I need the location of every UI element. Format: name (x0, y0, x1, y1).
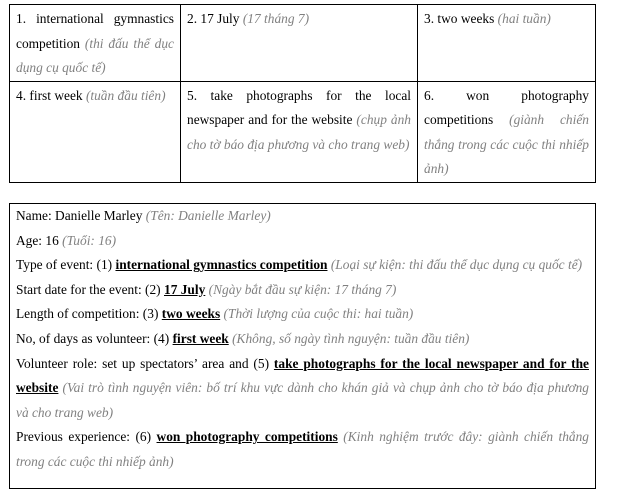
profile-label: Length of competition: (3) (16, 306, 159, 322)
answer-cell-3 (418, 5, 596, 82)
answer-english: international gymnastics competition (16, 11, 174, 51)
profile-length-line (16, 302, 589, 327)
profile-translation: (Loại sự kiện: thi đấu thể dục dụng cụ quốc tế) (330, 257, 583, 273)
profile-label: No, of days as volunteer: (4) (16, 330, 170, 346)
answer-vietnamese: (thi đấu thể dục dụng cụ quốc tế) (16, 35, 174, 75)
answer-cell-1 (10, 5, 181, 82)
answer-number: 6. (424, 87, 435, 103)
profile-answer: won photography competitions (156, 429, 338, 445)
answer-vietnamese: (17 tháng 7) (242, 11, 310, 26)
profile-answer: first week (172, 330, 229, 346)
profile-days-line (16, 327, 589, 352)
answer-number: 4. (16, 87, 27, 103)
profile-role-line (16, 352, 589, 426)
answers-row (10, 81, 596, 182)
answer-english: take photographs for the local newspaper and for the website (187, 87, 411, 127)
profile-translation: (Ngày bắt đầu sự kiện: 17 tháng 7) (208, 281, 397, 297)
profile-name-line (16, 204, 589, 229)
profile-label: Volunteer role: set up spectators’ area and (5) (16, 355, 270, 371)
answer-english: 17 July (200, 11, 240, 26)
answer-vietnamese: (chụp ảnh cho tờ báo địa phương và cho trang web) (187, 112, 411, 152)
answer-vietnamese: (giành chiến thắng trong các cuộc thi nhiếp ảnh) (424, 112, 589, 176)
answer-english: won photography competitions (424, 87, 589, 127)
profile-start-date-line (16, 278, 589, 303)
answer-number: 3. (424, 11, 435, 26)
profile-label: Previous experience: (6) (16, 429, 152, 445)
profile-translation: (Vai trò tình nguyện viên: bố trí khu vực dành cho khán giả và chụp ảnh cho tờ báo địa phương và cho trang web) (16, 380, 589, 420)
answer-number: 5. (187, 87, 198, 103)
profile-event-type-line (16, 253, 589, 278)
profile-label: Name: Danielle Marley (16, 208, 143, 223)
profile-answer: take photographs for the local newspaper and for the website (16, 355, 589, 396)
profile-answer: 17 July (164, 281, 206, 297)
answer-english: first week (29, 87, 83, 103)
profile-translation: (Không, số ngày tình nguyện: tuần đầu tiên) (232, 330, 470, 346)
answer-cell-4 (10, 81, 181, 182)
answers-row (10, 5, 596, 82)
profile-translation: (Tuổi: 16) (62, 232, 117, 248)
profile-answer: two weeks (161, 306, 221, 322)
profile-label: Age: 16 (16, 232, 59, 248)
profile-translation: (Thời lượng của cuộc thi: hai tuần) (223, 306, 414, 322)
answer-cell-5 (181, 81, 418, 182)
answer-vietnamese: (tuần đầu tiên) (85, 87, 166, 103)
answer-number: 1. (16, 11, 27, 26)
answer-english: two weeks (437, 11, 495, 26)
profile-label: Start date for the event: (2) (16, 281, 161, 297)
profile-experience-line (16, 425, 589, 474)
volunteer-profile-box (9, 203, 596, 489)
answer-vietnamese: (hai tuần) (497, 11, 551, 26)
answers-table (9, 4, 596, 183)
profile-translation: (Tên: Danielle Marley) (145, 208, 271, 223)
profile-age-line (16, 229, 589, 254)
answer-number: 2. (187, 11, 198, 26)
profile-label: Type of event: (1) (16, 257, 113, 273)
answer-cell-6 (418, 81, 596, 182)
answer-cell-2 (181, 5, 418, 82)
profile-answer: international gymnastics competition (115, 257, 328, 273)
profile-translation: (Kinh nghiệm trước đây: giành chiến thắng trong các cuộc thi nhiếp ảnh) (16, 429, 589, 469)
